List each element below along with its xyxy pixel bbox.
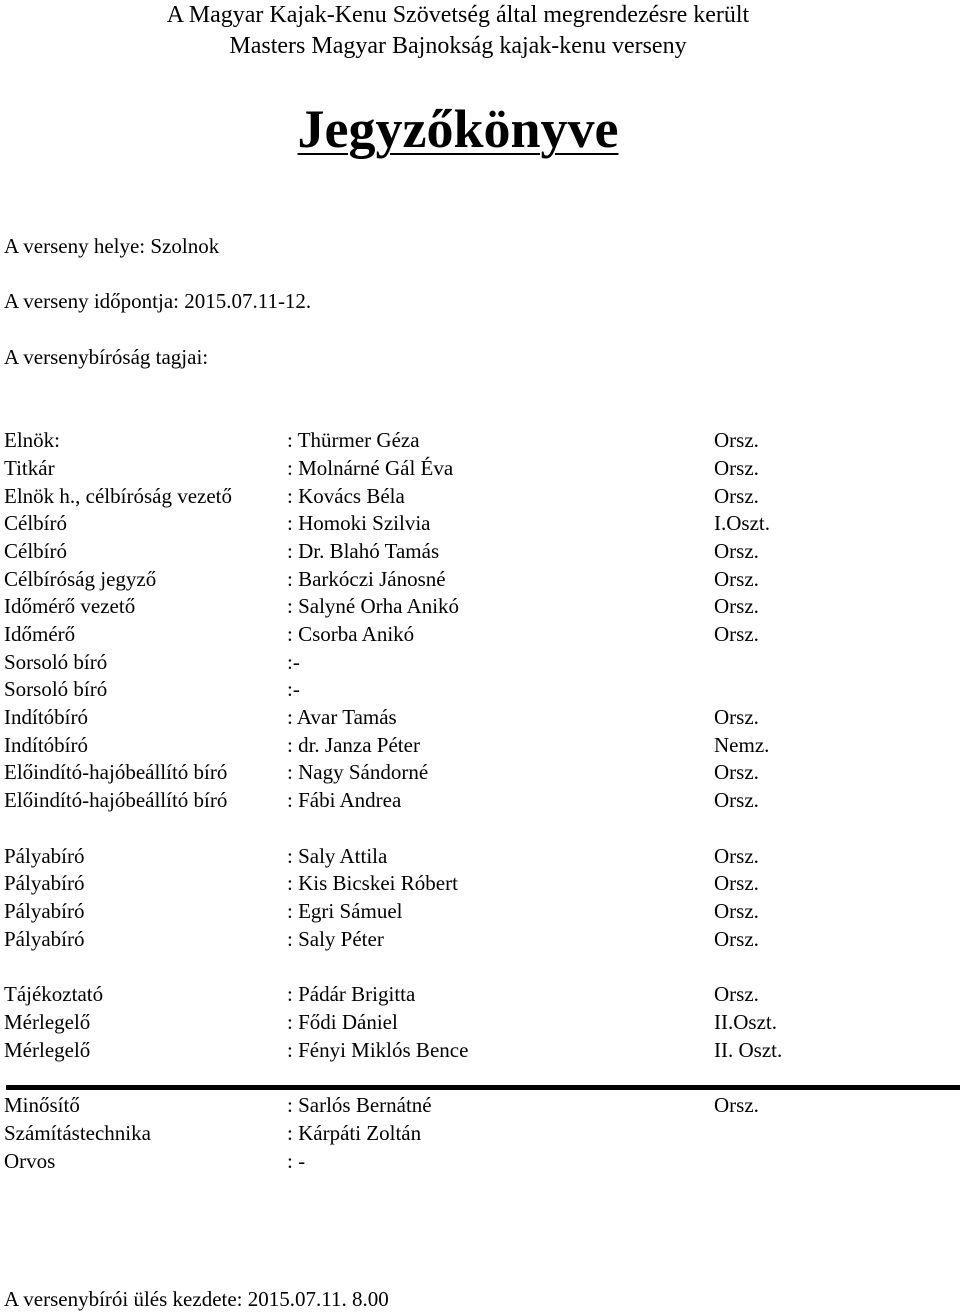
official-row	[0, 455, 960, 481]
official-role: Előindító-hajóbeállító bíró	[4, 788, 228, 812]
official-row	[0, 981, 960, 1007]
official-class: Orsz.	[714, 705, 759, 729]
official-row	[0, 649, 960, 675]
official-row	[0, 676, 960, 702]
official-row	[0, 427, 960, 453]
official-class: Orsz.	[714, 871, 759, 895]
official-row	[0, 1009, 960, 1035]
official-role: Időmérő vezető	[4, 594, 136, 618]
official-row	[0, 870, 960, 896]
header-line-2: Masters Magyar Bajnokság kajak-kenu verseny	[229, 33, 687, 59]
official-row	[0, 1148, 960, 1174]
official-row	[0, 704, 960, 730]
official-row	[0, 510, 960, 536]
competition-date: A verseny időpontja: 2015.07.11-12.	[4, 289, 312, 313]
official-row	[0, 566, 960, 592]
official-row	[0, 732, 960, 758]
official-row	[0, 1120, 960, 1146]
official-role: Számítástechnika	[4, 1121, 151, 1145]
official-class: Orsz.	[714, 456, 759, 480]
official-class: I.Oszt.	[714, 511, 770, 535]
official-role: Orvos	[4, 1149, 56, 1173]
official-row	[0, 538, 960, 564]
horizontal-rule	[6, 1085, 960, 1090]
official-role: Pályabíró	[4, 899, 85, 923]
jury-members-heading: A versenybíróság tagjai:	[4, 345, 209, 369]
official-role: Előindító-hajóbeállító bíró	[4, 760, 228, 784]
official-role: Tájékoztató	[4, 982, 104, 1006]
official-name: : Avar Tamás	[287, 705, 397, 729]
official-name: : Egri Sámuel	[287, 899, 403, 923]
official-class: Orsz.	[714, 484, 759, 508]
official-role: Célbíróság jegyző	[4, 567, 157, 591]
official-name: : Molnárné Gál Éva	[287, 456, 454, 480]
official-name: : Thürmer Géza	[287, 428, 420, 452]
official-class: Orsz.	[714, 788, 759, 812]
official-class: Orsz.	[714, 594, 759, 618]
official-name: : Nagy Sándorné	[287, 760, 429, 784]
official-name: : Fényi Miklós Bence	[287, 1038, 469, 1062]
official-row	[0, 926, 960, 952]
official-role: Pályabíró	[4, 844, 85, 868]
official-class: Orsz.	[714, 539, 759, 563]
official-row	[0, 787, 960, 813]
official-role: Időmérő	[4, 622, 76, 646]
official-role: Sorsoló bíró	[4, 677, 108, 701]
official-class: II. Oszt.	[714, 1038, 783, 1062]
official-role: Sorsoló bíró	[4, 650, 108, 674]
official-class: Orsz.	[714, 567, 759, 591]
official-row	[0, 759, 960, 785]
official-row	[0, 1037, 960, 1063]
official-role: Titkár	[4, 456, 55, 480]
official-class: Orsz.	[714, 982, 759, 1006]
official-name: : Csorba Anikó	[287, 622, 415, 646]
official-name: : Fábi Andrea	[287, 788, 402, 812]
official-name: : Sarlós Bernátné	[287, 1093, 432, 1117]
official-role: Célbíró	[4, 539, 67, 563]
official-role: Elnök h., célbíróság vezető	[4, 484, 233, 508]
official-name: :-	[287, 650, 300, 674]
official-name: : Saly Attila	[287, 844, 388, 868]
document-title	[0, 96, 916, 162]
official-row	[0, 898, 960, 924]
document-title-text: Jegyzőkönyve	[297, 99, 619, 159]
session-start: A versenybírói ülés kezdete: 2015.07.11. 8.00	[4, 1287, 389, 1311]
official-role: Elnök:	[4, 428, 60, 452]
official-row	[0, 593, 960, 619]
official-name: : Saly Péter	[287, 927, 384, 951]
official-class: Orsz.	[714, 899, 759, 923]
official-row	[0, 1092, 960, 1118]
official-name: : Dr. Blahó Tamás	[287, 539, 440, 563]
official-name: : Kárpáti Zoltán	[287, 1121, 422, 1145]
official-row	[0, 843, 960, 869]
official-name: : Salyné Orha Anikó	[287, 594, 460, 618]
official-role: Indítóbíró	[4, 733, 88, 757]
official-role: Mérlegelő	[4, 1010, 91, 1034]
official-class: Orsz.	[714, 428, 759, 452]
official-role: Pályabíró	[4, 927, 85, 951]
official-row	[0, 621, 960, 647]
official-name: : Kovács Béla	[287, 484, 405, 508]
official-name: : Kis Bicskei Róbert	[287, 871, 458, 895]
official-role: Mérlegelő	[4, 1038, 91, 1062]
official-class: Orsz.	[714, 760, 759, 784]
official-class: II.Oszt.	[714, 1010, 777, 1034]
official-class: Orsz.	[714, 844, 759, 868]
official-role: Indítóbíró	[4, 705, 88, 729]
official-name: : Pádár Brigitta	[287, 982, 416, 1006]
header-line-1: A Magyar Kajak-Kenu Szövetség által megrendezésre került	[166, 2, 750, 28]
official-name: : Fődi Dániel	[287, 1010, 398, 1034]
official-name: : -	[287, 1149, 306, 1173]
official-role: Minősítő	[4, 1093, 80, 1117]
competition-place: A verseny helye: Szolnok	[4, 234, 220, 258]
official-name: : dr. Janza Péter	[287, 733, 420, 757]
official-role: Pályabíró	[4, 871, 85, 895]
official-name: : Homoki Szilvia	[287, 511, 431, 535]
official-name: : Barkóczi Jánosné	[287, 567, 446, 591]
official-class: Orsz.	[714, 622, 759, 646]
official-role: Célbíró	[4, 511, 67, 535]
official-class: Orsz.	[714, 927, 759, 951]
official-name: :-	[287, 677, 300, 701]
official-class: Nemz.	[714, 733, 770, 757]
official-row	[0, 483, 960, 509]
official-class: Orsz.	[714, 1093, 759, 1117]
